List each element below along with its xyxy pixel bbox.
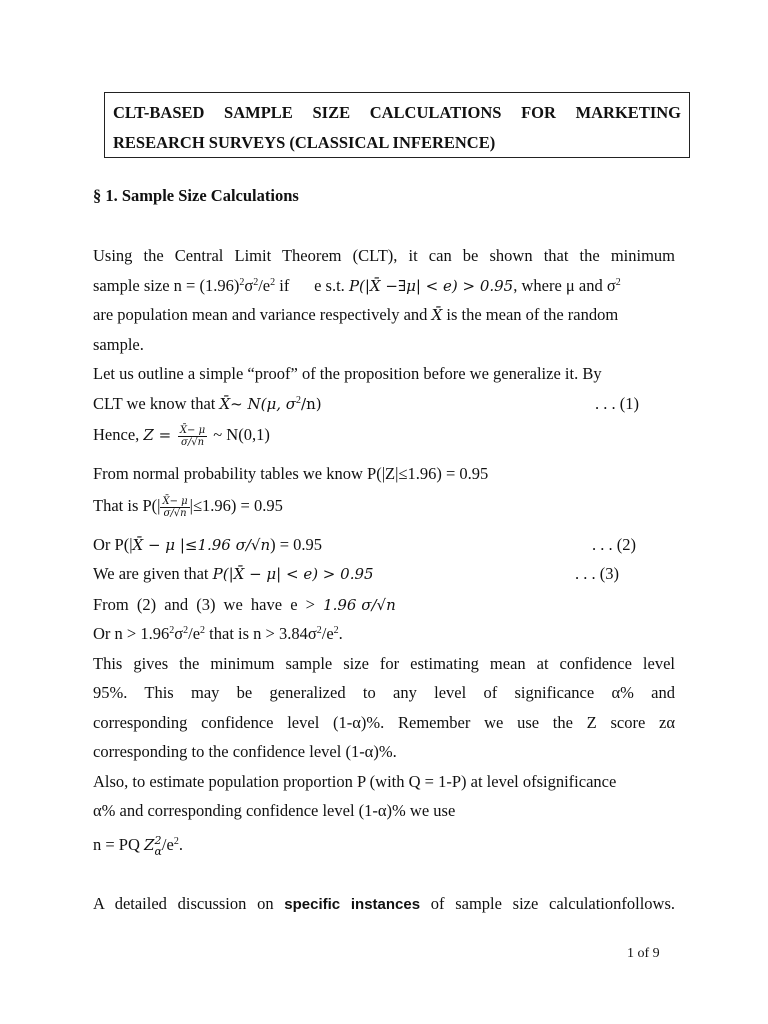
clt-distribution: X̄~ N(μ, σ [219, 395, 297, 413]
that-is-line [93, 494, 675, 519]
probability-expression: P(|X̄ −∃μ| < e) > 0.95 [348, 277, 514, 295]
formula-line [93, 833, 675, 857]
paragraph-1-line-3 [93, 303, 675, 327]
superscript: 2 [296, 395, 302, 406]
text: is the mean of the random [442, 305, 619, 324]
equation-number-2: . . . (2) [592, 535, 636, 554]
fraction [178, 425, 207, 448]
z-alpha-symbol: Z [144, 836, 155, 854]
script-stack [154, 835, 161, 857]
given-line [93, 562, 675, 586]
paragraph-3-line-4: corresponding to the confidence level (1-α)%. [93, 742, 397, 761]
superscript: 2 [173, 836, 179, 847]
text: CLT we know that [93, 394, 220, 413]
paragraph-4-line-2: α% and corresponding confidence level (1-α)% we use [93, 801, 456, 820]
text: sample size n = (1.96) [93, 276, 240, 295]
text: ~ N(0,1) [209, 425, 270, 444]
bound-expression: 1.96 σ/√n [323, 596, 396, 614]
text: /e [161, 835, 174, 854]
text: n = PQ [93, 835, 145, 854]
text: Or n > 1.96 [93, 624, 170, 643]
text: that is n > 3.84σ [205, 624, 317, 643]
text: . [178, 835, 183, 854]
text: σ [244, 276, 254, 295]
fraction-denominator: σ/√n [163, 507, 187, 519]
or-n-line [93, 622, 675, 646]
fraction-denominator: σ/√n [181, 436, 205, 448]
from-2-3-line [93, 593, 675, 617]
paragraph-4-line-1: Also, to estimate population proportion P (with Q = 1-P) at level ofsignificance [93, 772, 617, 791]
text: if e s.t. [275, 276, 349, 295]
text: ) = 0.95 [270, 535, 323, 554]
fraction-numerator: X̄− μ [162, 495, 188, 507]
text: . [338, 624, 343, 643]
title-line-2: RESEARCH SURVEYS (CLASSICAL INFERENCE) [113, 133, 496, 152]
text: of sample size calculationfollows. [420, 894, 676, 913]
paragraph-3-line-3: corresponding confidence level (1-α)%. Remember we use the Z score zα [93, 713, 675, 732]
paragraph-1-line-1: Using the Central Limit Theorem (CLT), it can be shown that the minimum [93, 246, 675, 265]
superscript: 2 [169, 625, 175, 636]
equation-number-3: . . . (3) [575, 564, 619, 583]
paragraph-2-line-2 [93, 392, 675, 416]
text: σ [174, 624, 184, 643]
paragraph-3-line-2: 95%. This may be generalized to any level of significance α% and [93, 683, 675, 702]
superscript: 2 [333, 625, 339, 636]
text: /e [258, 276, 271, 295]
emphasis: specific instances [284, 896, 421, 913]
title-line-1: CLT-BASED SAMPLE SIZE CALCULATIONS FOR MARKETING [113, 103, 681, 122]
text: Or P(| [93, 535, 133, 554]
paragraph-2-line-1: Let us outline a simple “proof” of the proposition before we generalize it. By [93, 364, 602, 383]
text: |≤1.96) = 0.95 [189, 496, 283, 515]
normal-tables-line: From normal probability tables we know P(|Z|≤1.96) = 0.95 [93, 464, 489, 483]
superscript: 2 [154, 834, 162, 848]
page-number: 1 of 9 [627, 946, 660, 961]
text: /e [188, 624, 201, 643]
superscript: 2 [270, 277, 276, 288]
title-box [104, 92, 690, 158]
equation-number-1: . . . (1) [595, 394, 639, 413]
superscript: 2 [316, 625, 322, 636]
fraction-numerator: X̄− μ [179, 424, 206, 436]
superscript: 2 [253, 277, 259, 288]
text: Hence, [93, 425, 144, 444]
text: /e [321, 624, 334, 643]
text: A detailed discussion on [93, 894, 285, 913]
closing-line [93, 892, 675, 917]
given-expression: P(|X̄ − μ| < e) > 0.95 [212, 565, 374, 583]
superscript: 2 [200, 625, 206, 636]
sample-mean-symbol: X̄ [431, 306, 443, 324]
text: From (2) and (3) we have e > [93, 595, 324, 614]
paragraph-3-line-1: This gives the minimum sample size for estimating mean at confidence level [93, 654, 675, 673]
fraction [160, 496, 189, 519]
subscript: α [154, 845, 162, 859]
text: /n) [301, 395, 322, 413]
section-heading: § 1. Sample Size Calculations [93, 186, 299, 205]
hence-line [93, 423, 675, 448]
text: , where μ and σ [513, 276, 616, 295]
inequality-expression: X̄ − μ |≤1.96 σ/√n [132, 536, 271, 554]
text: are population mean and variance respectively and [93, 305, 432, 324]
text: We are given that [93, 564, 213, 583]
superscript: 2 [239, 277, 245, 288]
z-symbol: Z = [143, 426, 176, 444]
paragraph-1-line-2 [93, 274, 675, 298]
paragraph-1-line-4: sample. [93, 335, 144, 354]
superscript: 2 [615, 277, 621, 288]
text: That is P(| [93, 496, 161, 515]
or-p-line [93, 533, 675, 557]
superscript: 2 [183, 625, 189, 636]
